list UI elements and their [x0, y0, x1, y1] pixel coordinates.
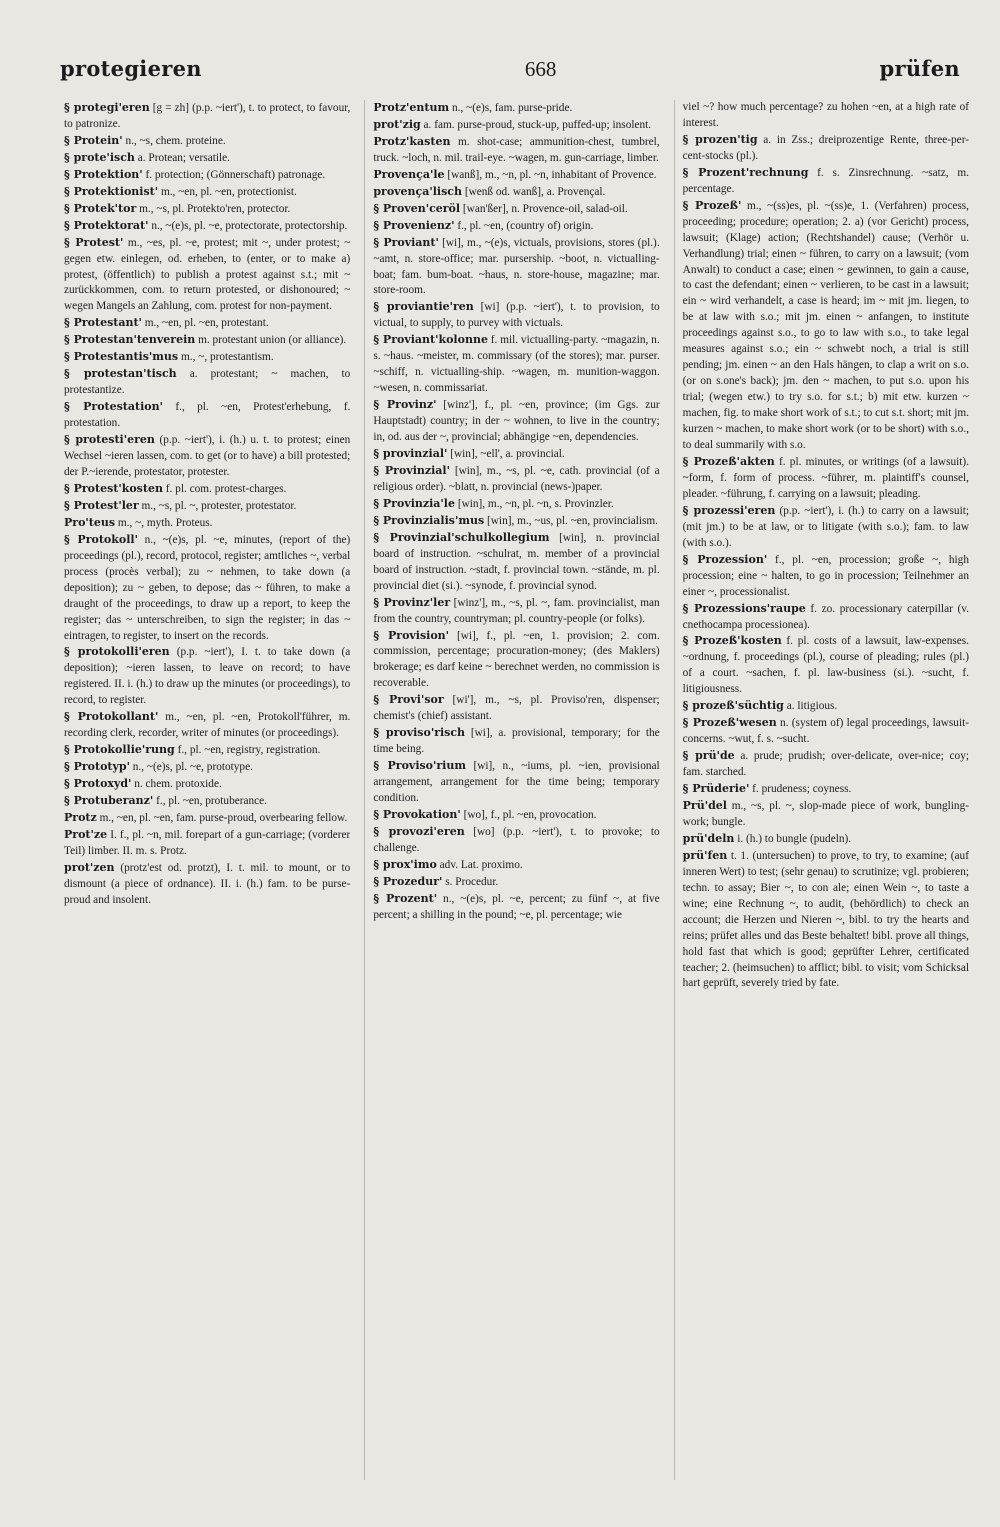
entry-headword: § prozen'tig — [682, 132, 758, 146]
dictionary-entry — [683, 781, 969, 798]
entry-headword: § Prozeß'wesen — [682, 716, 777, 730]
entry-headword: § Protektionist' — [64, 184, 159, 198]
entry-definition: s. Procedur. — [445, 875, 499, 888]
entry-definition: f. pl. minutes, or writings (of a lawsuit). ~form, f. form of process. ~führer, m. plaintiff's counsel, pleader. ~führung, f. carrying on a lawsuit; pleading. — [682, 455, 969, 500]
entry-definition: [wenß od. wanß], a. Provençal. — [464, 185, 606, 198]
entry-definition: f. pl. costs of a lawsuit, law-expenses. ~ordnung, f. proceedings (pl.), course of pleading; rules (pl.) of a court. ~sachen, f. pl. law-business (si.). ~sucht, f. litigiousness. — [682, 635, 969, 696]
dictionary-entry — [373, 874, 659, 891]
dictionary-entry — [373, 692, 659, 725]
entry-headword: § Prozeß'akten — [682, 454, 775, 468]
dictionary-entry — [64, 532, 350, 645]
dictionary-entry — [64, 184, 350, 201]
entry-headword: § Prozession' — [682, 552, 768, 566]
entry-headword: § Prozeß' — [682, 198, 742, 212]
dictionary-entry — [373, 496, 659, 513]
dictionary-entry — [683, 798, 969, 831]
entry-definition: adv. Lat. proximo. — [439, 858, 523, 871]
entry-headword: § prozessi'eren — [682, 503, 776, 517]
entry-definition: m., ~en, pl. ~en, Protokoll'führer, m. recording clerk, recorder, writer of minutes (or proceedings). — [64, 711, 351, 740]
dictionary-entry — [64, 860, 350, 909]
entry-definition: (p.p. ~iert'), I. t. to take down (a deposition); ~ieren lassen, to leave on record; to have registered. II. i. (h.) to draw up the minutes (or proceedings), to record, to register. — [64, 646, 351, 707]
dictionary-entry — [683, 165, 969, 198]
dictionary-entry — [64, 709, 350, 742]
dictionary-entry — [683, 601, 969, 634]
entry-headword: prot'zig — [373, 117, 421, 131]
entry-headword: § Prozent' — [373, 891, 438, 905]
dictionary-entry — [64, 498, 350, 515]
dictionary-entry — [683, 715, 969, 748]
entry-headword: § prote'isch — [64, 150, 135, 164]
entry-headword: § protestan'tisch — [64, 367, 177, 381]
entry-definition: m., ~, myth. Proteus. — [117, 516, 213, 529]
entry-headword: § provinzial' — [373, 447, 448, 461]
dictionary-entry — [373, 100, 659, 117]
entry-definition: (protz'est od. protzt), I. t. mil. to mount, or to dismount (a piece of ordnance). II. i. (h.) fam. to be purse-proud and insolent. — [64, 861, 351, 906]
entry-definition: f. protection; (Gönnerschaft) patronage. — [145, 168, 326, 181]
entry-definition: m., ~en, pl. ~en, protectionist. — [160, 185, 297, 198]
dictionary-entry — [683, 100, 969, 132]
entry-headword: § Protestation' — [64, 400, 163, 414]
dictionary-entry — [373, 184, 659, 201]
entry-headword: § Protest'kosten — [64, 481, 163, 495]
entry-definition: n., ~s, chem. proteine. — [125, 134, 226, 147]
dictionary-entry — [64, 201, 350, 218]
page-number: 668 — [524, 57, 557, 81]
dictionary-entry — [373, 332, 659, 397]
dictionary-entry — [373, 891, 659, 924]
entry-headword: § Protokollie'rung — [64, 743, 175, 757]
entry-headword: § Proviso'rium — [373, 759, 467, 773]
entry-headword: § Proviant'kolonne — [373, 333, 488, 347]
entry-headword: § Prozessions'raupe — [682, 601, 806, 615]
entry-headword: § protokolli'eren — [64, 645, 170, 659]
dictionary-entry — [64, 432, 350, 481]
column-3 — [674, 100, 969, 1480]
entry-definition: a. protestant; ~ machen, to protestantize. — [64, 368, 351, 397]
dictionary-entry — [373, 463, 659, 496]
entry-headword: provença'lisch — [373, 184, 462, 198]
entry-definition: f., pl. ~en, (country of) origin. — [457, 219, 594, 232]
dictionary-entry — [64, 827, 350, 860]
entry-definition: [wi], n., ~iums, pl. ~ien, provisional arrangement, arrangement for the time being; temporary condition. — [373, 760, 660, 805]
entry-headword: § Prozent'rechnung — [682, 165, 809, 179]
entry-definition: [wanß], m., ~n, pl. ~n, inhabitant of Provence. — [447, 168, 657, 181]
entry-definition: [wo], f., pl. ~en, provocation. — [463, 808, 597, 821]
dictionary-entry — [373, 218, 659, 235]
entry-definition: [wan'ßer], n. Provence-oil, salad-oil. — [462, 202, 628, 215]
dictionary-entry — [373, 235, 659, 300]
dictionary-entry — [64, 742, 350, 759]
dictionary-entry — [683, 633, 969, 698]
entry-definition: f. prudeness; coyness. — [752, 783, 852, 796]
dictionary-entry — [64, 366, 350, 399]
entry-definition: [wi'], m., ~s, pl. Proviso'ren, dispenser; chemist's (chief) assistant. — [373, 694, 660, 723]
entry-headword: Provença'le — [373, 167, 445, 181]
dictionary-entry — [683, 503, 969, 552]
entry-headword: § Provinzial'schulkollegium — [373, 530, 550, 544]
running-head-right: prüfen — [879, 56, 960, 81]
entry-headword: § Provenienz' — [373, 218, 455, 232]
entry-definition: m., ~, protestantism. — [180, 351, 274, 364]
dictionary-entry — [64, 167, 350, 184]
dictionary-entry — [683, 198, 969, 454]
entry-definition: t. 1. (untersuchen) to prove, to try, to examine; (auf inneren Wert) to test; (sehr genau) to scrutinize; vgl. probieren; techn. to assay; Bier ~, to con ale; einen Wein ~, to taste a wine; eine Rechnung ~, to audit, (behördlich) to check an account; die Herzen und Nieren ~, bibl. to try the hearts and reins; prüfet alles und das Beste behaltet! bibl. prove all things, hold fast that which is good; geprüfter Lehrer, certificated teacher; 2. (heimsuchen) to afflict; bibl. to visit; vom Schicksal hart geprüft, severely tried by fate. — [682, 849, 969, 990]
entry-headword: § Protoxyd' — [64, 777, 132, 791]
dictionary-entry — [373, 513, 659, 530]
dictionary-entry — [64, 399, 350, 432]
dictionary-entry — [373, 857, 659, 874]
entry-headword: § Protestan'tenverein — [64, 333, 196, 347]
dictionary-entry — [373, 299, 659, 332]
dictionary-entry — [64, 133, 350, 150]
entry-headword: § Provinz'ler — [373, 595, 451, 609]
dictionary-entry — [373, 446, 659, 463]
entry-definition: viel ~? how much percentage? zu hohen ~en, at a high rate of interest. — [682, 101, 969, 129]
entry-headword: § Protuberanz' — [64, 794, 154, 808]
entry-headword: prü'deln — [682, 831, 735, 845]
entry-headword: § Provinzia'le — [373, 496, 455, 510]
dictionary-entry — [64, 315, 350, 332]
entry-headword: § Provision' — [373, 628, 450, 642]
running-head-left: protegieren — [60, 56, 202, 81]
entry-definition: [wo] (p.p. ~iert'), t. to provoke; to challenge. — [373, 825, 660, 854]
entry-definition: n., ~(e)s, pl. ~e, percent; zu fünf ~, at five percent; a shilling in the pound; ~e, pl. percentage; wie — [373, 892, 660, 921]
dictionary-entry — [373, 628, 659, 693]
entry-definition: a. litigious. — [786, 700, 838, 713]
dictionary-entry — [683, 848, 969, 993]
column-1 — [64, 100, 350, 1480]
dictionary-entry — [64, 218, 350, 235]
entry-headword: § proviso'risch — [373, 726, 466, 740]
entry-headword: Protz — [64, 810, 97, 824]
entry-definition: I. f., pl. ~n, mil. forepart of a gun-carriage; (vorderer Teil) limber. II. m. s. Protz. — [64, 828, 351, 857]
entry-headword: § Protestant' — [64, 316, 142, 330]
entry-definition: f. mil. victualling-party. ~magazin, n. s. ~haus. ~meister, m. commissary (of the stores); mar. purser. ~schiff, n. victualling-ship. ~wagen, m. munition-waggon. ~wesen, n. commissariat. — [373, 334, 660, 395]
dictionary-entry — [373, 201, 659, 218]
entry-headword: § Prozedur' — [373, 874, 443, 888]
dictionary-entry — [64, 150, 350, 167]
entry-definition: [winz'], f., pl. ~en, province; (im Ggs. zur Hauptstadt) country; in der ~ wohnen, to live in the country; in, od. aus der ~, provincial; abhängige ~en, dependencies. — [373, 399, 660, 444]
entry-definition: [wi], a. provisional, temporary; for the time being. — [373, 727, 660, 756]
entry-definition: [win], m., ~s, pl. ~e, cath. provincial (of a religious order). ~blatt, n. provincial (news-)paper. — [373, 464, 660, 493]
entry-definition: (p.p. ~iert'), i. (h.) u. t. to protest; einen Wechsel ~ieren lassen, com. to get (or to have) a bill protested; der P.~ierende, protestator, protester. — [64, 434, 351, 478]
entry-headword: § Provinz' — [373, 398, 437, 412]
entry-definition: [g = zh] (p.p. ~iert'), t. to protect, to favour, to patronize. — [64, 102, 351, 130]
entry-definition: n., ~(e)s, pl. ~e, prototype. — [132, 761, 253, 774]
dictionary-entry — [64, 793, 350, 810]
entry-definition: f. zo. processionary caterpillar (v. cnethocampa processionea). — [682, 602, 969, 631]
dictionary-entry — [683, 698, 969, 715]
entry-definition: [wi], m., ~(e)s, victuals, provisions, stores (pl.). ~amt, n. store-office; mar. pursership. ~boot, n. victualling-boat; fam. bum-boat. ~haus, n. store-house, magazine; mar. store-room. — [373, 236, 660, 297]
dictionary-entry — [64, 515, 350, 532]
entry-definition: n. (system of) legal proceedings, lawsuit-concerns. ~wut, f. s. ~sucht. — [682, 717, 969, 746]
entry-headword: § Prüderie' — [682, 782, 750, 796]
page-header — [60, 56, 960, 90]
dictionary-entry — [683, 454, 969, 503]
entry-definition: [win], m., ~us, pl. ~en, provincialism. — [487, 514, 659, 527]
entry-headword: § prox'imo — [373, 857, 437, 871]
entry-headword: § Prototyp' — [64, 760, 130, 774]
entry-headword: § protegi'eren — [64, 101, 150, 114]
dictionary-entry — [683, 831, 969, 848]
dictionary-entry — [64, 776, 350, 793]
dictionary-entry — [64, 759, 350, 776]
entry-headword: § Proven'ceröl — [373, 201, 461, 215]
entry-definition: n. chem. protoxide. — [134, 778, 222, 791]
entry-definition: m., ~es, pl. ~e, protest; mit ~, under protest; ~ gegen etw. einlegen, od. erheben, to (enter, or to make a) protest, (öffentlich) to publish a protest against s.t.; mit ~ zurückkommen, com. to return protested, or dishonoured; ~ wegen Mangels an Zahlung, com. protest for non-payment. — [64, 236, 351, 313]
entry-headword: prü'fen — [682, 848, 728, 862]
entry-definition: n., ~(e)s, pl. ~e, protectorate, protectorship. — [151, 219, 348, 232]
dictionary-entry — [373, 725, 659, 758]
entry-headword: § Protokoll' — [64, 532, 138, 546]
entry-headword: § Protek'tor — [64, 201, 137, 215]
entry-definition: a. fam. purse-proud, stuck-up, puffed-up; insolent. — [423, 118, 652, 131]
entry-headword: § Protest' — [64, 235, 124, 249]
dictionary-entry — [64, 644, 350, 709]
entry-definition: f., pl. ~en, registry, registration. — [177, 744, 321, 757]
entry-headword: Protz'kasten — [373, 134, 451, 148]
entry-headword: § Protektorat' — [64, 218, 149, 232]
entry-headword: § provozi'eren — [373, 824, 465, 838]
dictionary-entry — [373, 595, 659, 628]
dictionary-entry — [373, 758, 659, 807]
entry-headword: § prozeß'süchtig — [682, 699, 784, 713]
dictionary-entry — [683, 748, 969, 781]
dictionary-entry — [64, 810, 350, 827]
entry-headword: Prot'ze — [64, 827, 108, 841]
entry-headword: § prü'de — [682, 749, 735, 763]
entry-definition: i. (h.) to bungle (pudeln). — [737, 832, 852, 845]
entry-definition: f. s. Zinsrechnung. ~satz, m. percentage. — [682, 166, 969, 195]
entry-definition: [winz'], m., ~s, pl. ~, fam. provincialist, man from the country, countryman; pl. country-people (or folks). — [373, 596, 660, 625]
entry-definition: m., ~(ss)es, pl. ~(ss)e, 1. (Verfahren) process, proceeding; procedure; operation; 2. a) (vor Gericht) process, lawsuit; (Klage) action; (Rechtshandel) cause; (Verhör u. Verhandlung) trial; einen ~ führen, to carry on a lawsuit; (vom Anwalt) to conduct a case; einen ~ gewinnen, to gain a cause, to cast the defendant; einen ~ verlieren, to be cast in a lawsuit; ein ~ wird verhandelt, a case is heard; im ~ mit jm. liegen, to be at law with s.o.; mit jm. einen ~ anfangen, to institute proceedings against s.o., to go to law with s.o., to take legal measures against s.o.; ein ~ schwebt noch, a trial is still pending; jm. einen ~ an den Hals hängen, to clap a writ on s.o. (or on s.one's back); jm. den ~ machen, to put s.o. upon his trial; (wegen etw.) to try s.o. for s.t.; b) mit etw. kurzen ~ machen, fig. to make short work of s.t.; to cut s.t. short; mit jm. kurzen ~ machen, to make short work (or to be short) with s.o., to deal summarily with s.o. — [682, 199, 969, 452]
entry-definition: m., ~s, pl. Protekto'ren, protector. — [139, 202, 291, 215]
entry-definition: (p.p. ~iert'), i. (h.) to carry on a lawsuit; (mit jm.) to be at law, or to litigate (with s.o.); fam. to law (with s.o.). — [682, 504, 969, 549]
entry-headword: § Provinzialis'mus — [373, 513, 485, 527]
dictionary-entry — [683, 132, 969, 165]
entry-headword: Prü'del — [682, 798, 727, 812]
entry-headword: § Prozeß'kosten — [682, 634, 782, 648]
entry-definition: a. in Zss.; dreiprozentige Rente, three-per-cent-stocks (pl.). — [682, 133, 969, 162]
dictionary-entry — [373, 807, 659, 824]
dictionary-entry — [373, 134, 659, 167]
entry-headword: § Protokollant' — [64, 710, 159, 724]
entry-definition: n., ~(e)s, fam. purse-pride. — [451, 102, 573, 114]
entry-headword: § Provokation' — [373, 807, 461, 821]
entry-definition: a. prude; prudish; over-delicate, over-nice; coy; fam. starched. — [682, 750, 969, 779]
dictionary-entry — [64, 332, 350, 349]
entry-definition: [wi], f., pl. ~en, 1. provision; 2. com. commission, percentage; procuration-money; (des Maklers) brokerage; es darf keine ~ berechnet werden, no commission is recoverable. — [373, 629, 660, 690]
entry-headword: § Protein' — [64, 133, 123, 147]
dictionary-entry — [373, 397, 659, 446]
entry-definition: m., ~s, pl. ~, slop-made piece of work, bungling-work; bungle. — [682, 799, 969, 828]
entry-definition: m. shot-case; ammunition-chest, tumbrel, truck. ~loch, n. mil. trail-eye. ~wagen, m. gun-carriage, limber. — [373, 135, 660, 164]
entry-definition: a. Protean; versatile. — [137, 151, 230, 164]
entry-headword: § protesti'eren — [64, 433, 155, 447]
entry-definition: [wi] (p.p. ~iert'), t. to provision, to victual, to supply, to purvey with victuals. — [373, 301, 660, 330]
dictionary-entry — [373, 117, 659, 134]
dictionary-entry — [64, 235, 350, 316]
entry-headword: § Protestantis'mus — [64, 350, 179, 364]
dictionary-entry — [64, 481, 350, 498]
entry-definition: m., ~en, pl. ~en, protestant. — [144, 317, 269, 330]
entry-headword: § Proviant' — [373, 235, 439, 249]
entry-definition: m., ~s, pl. ~, protester, protestator. — [141, 499, 297, 512]
entry-definition: f., pl. ~en, protuberance. — [156, 795, 268, 808]
entry-definition: f., pl. ~en, Protest'erhebung, f. protestation. — [64, 401, 351, 430]
entry-definition: [win], n. provincial board of instruction. ~schulrat, m. member of a provincial board of instruction. ~stadt, f. provincial town. ~stände, m. pl. provincial diet (si.). ~synode, f. provincial synod. — [373, 531, 660, 592]
entry-headword: § proviantie'ren — [373, 300, 474, 314]
entry-definition: [win], ~ell', a. provincial. — [450, 448, 565, 461]
entry-definition: [win], m., ~n, pl. ~n, s. Provinzler. — [457, 497, 614, 510]
entry-headword: prot'zen — [64, 860, 115, 874]
dictionary-entry — [64, 100, 350, 133]
dictionary-columns — [64, 100, 969, 1480]
entry-headword: § Provinzial' — [373, 463, 450, 477]
dictionary-entry — [373, 824, 659, 857]
entry-headword: § Protest'ler — [64, 498, 139, 512]
dictionary-entry — [64, 349, 350, 366]
entry-headword: § Protektion' — [64, 167, 143, 181]
entry-definition: f. pl. com. protest-charges. — [165, 482, 287, 495]
entry-definition: n., ~(e)s, pl. ~e, minutes, (report of the) proceedings (pl.), record, protocol, register; amtliches ~, verbal process (procès verbal); zu ~ nehmen, to take down (a deposition); zu ~ geben, to depose; das ~ führen, to make a draught of the proceedings, to draw up a report, to keep the register; das ~ unterschreiben, to sign the register; in das ~ eintragen, to register, to insert on the records. — [64, 533, 351, 642]
entry-headword: § Provi'sor — [373, 693, 444, 707]
column-2 — [364, 100, 659, 1480]
dictionary-entry — [373, 167, 659, 184]
entry-headword: Pro'teus — [64, 515, 116, 529]
entry-definition: m., ~en, pl. ~en, fam. purse-proud, overbearing fellow. — [99, 811, 348, 824]
entry-definition: m. protestant union (or alliance). — [198, 334, 347, 347]
entry-definition: f., pl. ~en, procession; große ~, high procession; eine ~ halten, to go in procession; Teilnehmer an einer ~, processionalist. — [682, 553, 969, 598]
entry-headword: Protz'entum — [373, 101, 450, 114]
dictionary-entry — [683, 552, 969, 601]
dictionary-entry — [373, 530, 659, 595]
